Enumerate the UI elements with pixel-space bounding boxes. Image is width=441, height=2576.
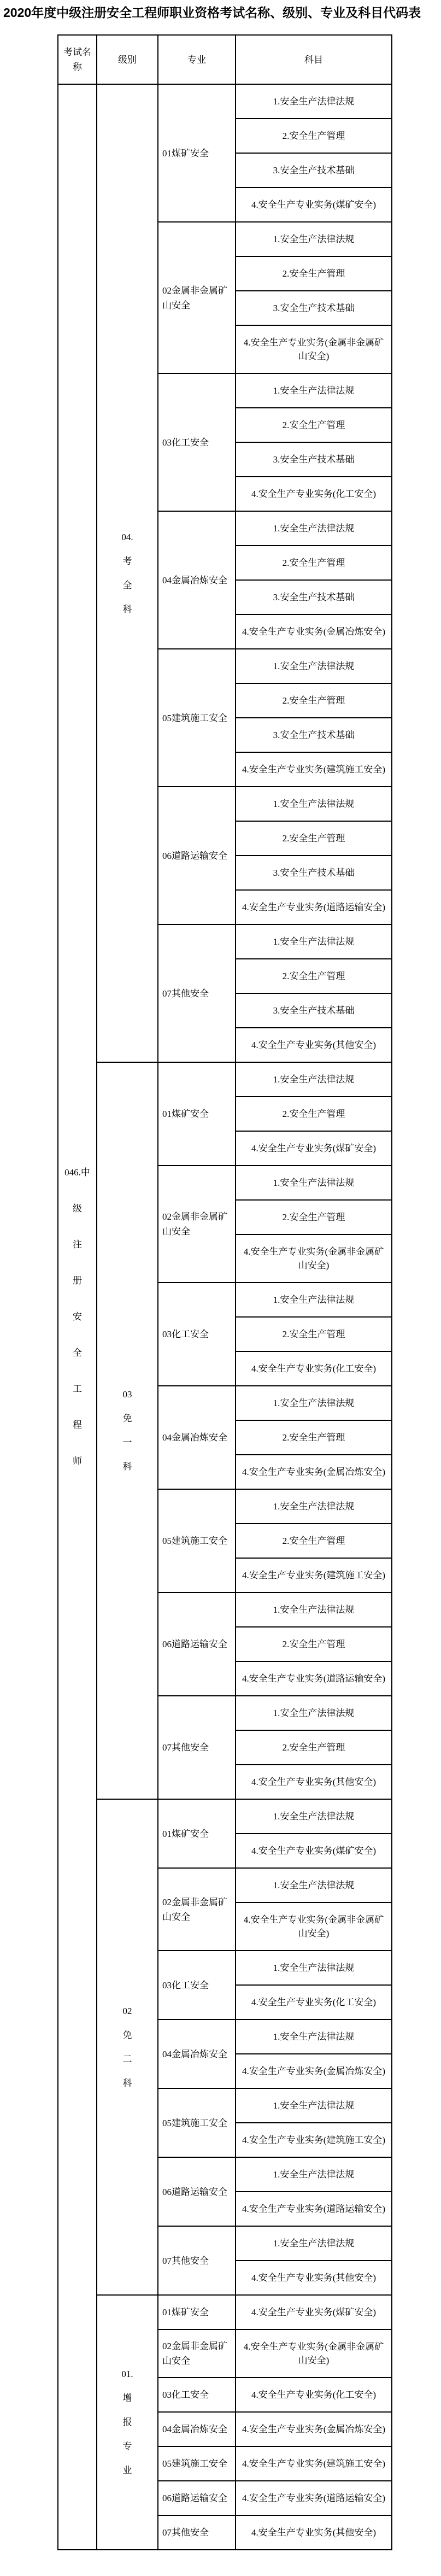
specialty-cell: 01煤矿安全 <box>158 1062 236 1166</box>
subject-cell: 2.安全生产管理 <box>236 1524 392 1558</box>
subject-cell: 1.安全生产法律法规 <box>236 1593 392 1627</box>
specialty-cell: 01煤矿安全 <box>158 84 236 222</box>
subject-cell: 4.安全生产专业实务(金属非金属矿山安全) <box>236 1902 392 1951</box>
subject-cell: 4.安全生产专业实务(金属冶炼安全) <box>236 1455 392 1489</box>
subject-cell: 4.安全生产专业实务(金属冶炼安全) <box>236 2054 392 2088</box>
subject-cell: 1.安全生产法律法规 <box>236 2019 392 2054</box>
subject-cell: 2.安全生产管理 <box>236 683 392 718</box>
specialty-cell: 07其他安全 <box>158 1696 236 1799</box>
subject-cell: 4.安全生产专业实务(其他安全) <box>236 2261 392 2295</box>
subject-cell: 1.安全生产法律法规 <box>236 373 392 408</box>
subject-cell: 1.安全生产法律法规 <box>236 1696 392 1730</box>
subject-cell: 2.安全生产管理 <box>236 256 392 291</box>
subject-cell: 4.安全生产专业实务(化工安全) <box>236 477 392 511</box>
subject-cell: 2.安全生产管理 <box>236 821 392 856</box>
specialty-cell: 07其他安全 <box>158 2226 236 2295</box>
specialty-cell: 02金属非金属矿山安全 <box>158 1166 236 1283</box>
subject-cell: 1.安全生产法律法规 <box>236 1868 392 1902</box>
document-title: 2020年度中级注册安全工程师职业资格考试名称、级别、专业及科目代码表 <box>3 5 421 20</box>
subject-cell: 1.安全生产法律法规 <box>236 2226 392 2261</box>
specialty-cell: 02金属非金属矿山安全 <box>158 222 236 373</box>
subject-cell: 1.安全生产法律法规 <box>236 924 392 959</box>
specialty-cell: 05建筑施工安全 <box>158 1489 236 1593</box>
subject-cell: 3.安全生产技术基础 <box>236 718 392 752</box>
col-header-specialty: 专业 <box>158 35 236 84</box>
table-row <box>58 84 392 119</box>
specialty-cell: 05建筑施工安全 <box>158 649 236 787</box>
specialty-cell: 02金属非金属矿山安全 <box>158 2329 236 2378</box>
subject-cell: 3.安全生产技术基础 <box>236 993 392 1028</box>
level-cell: 02 免 二 科 <box>97 1799 158 2295</box>
subject-cell: 4.安全生产专业实务(道路运输安全) <box>236 2481 392 2515</box>
exam-name-cell: 046.中 级 注 册 安 全 工 程 师 <box>58 84 97 2550</box>
subject-cell: 2.安全生产管理 <box>236 959 392 993</box>
specialty-cell: 01煤矿安全 <box>158 1799 236 1868</box>
subject-cell: 4.安全生产专业实务(其他安全) <box>236 2515 392 2550</box>
specialty-cell: 04金属冶炼安全 <box>158 1386 236 1489</box>
subject-cell: 1.安全生产法律法规 <box>236 1283 392 1317</box>
subject-cell: 1.安全生产法律法规 <box>236 511 392 546</box>
col-header-subject: 科目 <box>236 35 392 84</box>
subject-cell: 1.安全生产法律法规 <box>236 1166 392 1200</box>
specialty-cell: 06道路运输安全 <box>158 787 236 924</box>
subject-cell: 4.安全生产专业实务(金属非金属矿山安全) <box>236 325 392 373</box>
subject-cell: 2.安全生产管理 <box>236 546 392 580</box>
specialty-cell: 03化工安全 <box>158 1951 236 2019</box>
subject-cell: 4.安全生产专业实务(建筑施工安全) <box>236 2123 392 2157</box>
subject-cell: 4.安全生产专业实务(道路运输安全) <box>236 890 392 924</box>
subject-cell: 4.安全生产专业实务(煤矿安全) <box>236 2295 392 2329</box>
table-row <box>58 1062 392 1097</box>
subject-cell: 4.安全生产专业实务(化工安全) <box>236 1985 392 2019</box>
subject-cell: 1.安全生产法律法规 <box>236 1799 392 1834</box>
subject-cell: 2.安全生产管理 <box>236 408 392 442</box>
specialty-cell: 05建筑施工安全 <box>158 2446 236 2481</box>
subject-cell: 1.安全生产法律法规 <box>236 2088 392 2123</box>
specialty-cell: 04金属冶炼安全 <box>158 511 236 649</box>
specialty-cell: 01煤矿安全 <box>158 2295 236 2329</box>
col-header-level: 级别 <box>97 35 158 84</box>
subject-cell: 1.安全生产法律法规 <box>236 1951 392 1985</box>
specialty-cell: 06道路运输安全 <box>158 2157 236 2226</box>
subject-cell: 1.安全生产法律法规 <box>236 1386 392 1420</box>
header-row <box>58 35 392 84</box>
subject-cell: 2.安全生产管理 <box>236 119 392 153</box>
table-header <box>58 35 392 84</box>
subject-cell: 4.安全生产专业实务(道路运输安全) <box>236 2192 392 2226</box>
subject-cell: 4.安全生产专业实务(建筑施工安全) <box>236 1558 392 1593</box>
table-row <box>58 1799 392 1834</box>
subject-cell: 4.安全生产专业实务(煤矿安全) <box>236 1131 392 1166</box>
specialty-cell: 02金属非金属矿山安全 <box>158 1868 236 1951</box>
subject-cell: 2.安全生产管理 <box>236 1097 392 1131</box>
table-row <box>58 2295 392 2329</box>
subject-cell: 4.安全生产专业实务(金属非金属矿山安全) <box>236 1234 392 1283</box>
subject-cell: 3.安全生产技术基础 <box>236 580 392 614</box>
subject-cell: 1.安全生产法律法规 <box>236 1489 392 1524</box>
subject-cell: 4.安全生产专业实务(金属冶炼安全) <box>236 2412 392 2446</box>
subject-cell: 4.安全生产专业实务(道路运输安全) <box>236 1661 392 1696</box>
specialty-cell: 07其他安全 <box>158 2515 236 2550</box>
subject-cell: 3.安全生产技术基础 <box>236 291 392 325</box>
subject-cell: 2.安全生产管理 <box>236 1317 392 1351</box>
subject-cell: 4.安全生产专业实务(化工安全) <box>236 1351 392 1386</box>
subject-cell: 4.安全生产专业实务(化工安全) <box>236 2378 392 2412</box>
specialty-cell: 04金属冶炼安全 <box>158 2019 236 2088</box>
table-body <box>58 84 392 2550</box>
level-cell: 04. 考 全 科 <box>97 84 158 1062</box>
subject-cell: 2.安全生产管理 <box>236 1627 392 1661</box>
subject-cell: 1.安全生产法律法规 <box>236 84 392 119</box>
specialty-cell: 03化工安全 <box>158 2378 236 2412</box>
specialty-cell: 03化工安全 <box>158 1283 236 1386</box>
subject-cell: 2.安全生产管理 <box>236 1200 392 1234</box>
subject-cell: 4.安全生产专业实务(其他安全) <box>236 1028 392 1062</box>
col-header-exam-name: 考试名称 <box>58 35 97 84</box>
subject-cell: 4.安全生产专业实务(其他安全) <box>236 1765 392 1799</box>
subject-cell: 3.安全生产技术基础 <box>236 442 392 477</box>
subject-cell: 3.安全生产技术基础 <box>236 856 392 890</box>
subject-cell: 1.安全生产法律法规 <box>236 787 392 821</box>
subject-cell: 4.安全生产专业实务(金属非金属矿山安全) <box>236 2329 392 2378</box>
subject-cell: 1.安全生产法律法规 <box>236 222 392 256</box>
subject-cell: 2.安全生产管理 <box>236 1730 392 1765</box>
specialty-cell: 03化工安全 <box>158 373 236 511</box>
subject-cell: 3.安全生产技术基础 <box>236 153 392 188</box>
subject-cell: 2.安全生产管理 <box>236 1420 392 1455</box>
subject-cell: 4.安全生产专业实务(煤矿安全) <box>236 1834 392 1868</box>
specialty-cell: 04金属冶炼安全 <box>158 2412 236 2446</box>
subject-cell: 1.安全生产法律法规 <box>236 649 392 683</box>
subject-cell: 4.安全生产专业实务(建筑施工安全) <box>236 2446 392 2481</box>
level-cell: 01. 增 报 专 业 <box>97 2295 158 2550</box>
specialty-cell: 06道路运输安全 <box>158 1593 236 1696</box>
specialty-cell: 05建筑施工安全 <box>158 2088 236 2157</box>
specialty-cell: 07其他安全 <box>158 924 236 1062</box>
subject-cell: 4.安全生产专业实务(煤矿安全) <box>236 188 392 222</box>
specialty-cell: 06道路运输安全 <box>158 2481 236 2515</box>
subject-cell: 1.安全生产法律法规 <box>236 1062 392 1097</box>
subject-cell: 4.安全生产专业实务(金属冶炼安全) <box>236 614 392 649</box>
exam-code-table <box>57 34 392 2550</box>
level-cell: 03 免 一 科 <box>97 1062 158 1799</box>
subject-cell: 4.安全生产专业实务(建筑施工安全) <box>236 752 392 787</box>
subject-cell: 1.安全生产法律法规 <box>236 2157 392 2192</box>
